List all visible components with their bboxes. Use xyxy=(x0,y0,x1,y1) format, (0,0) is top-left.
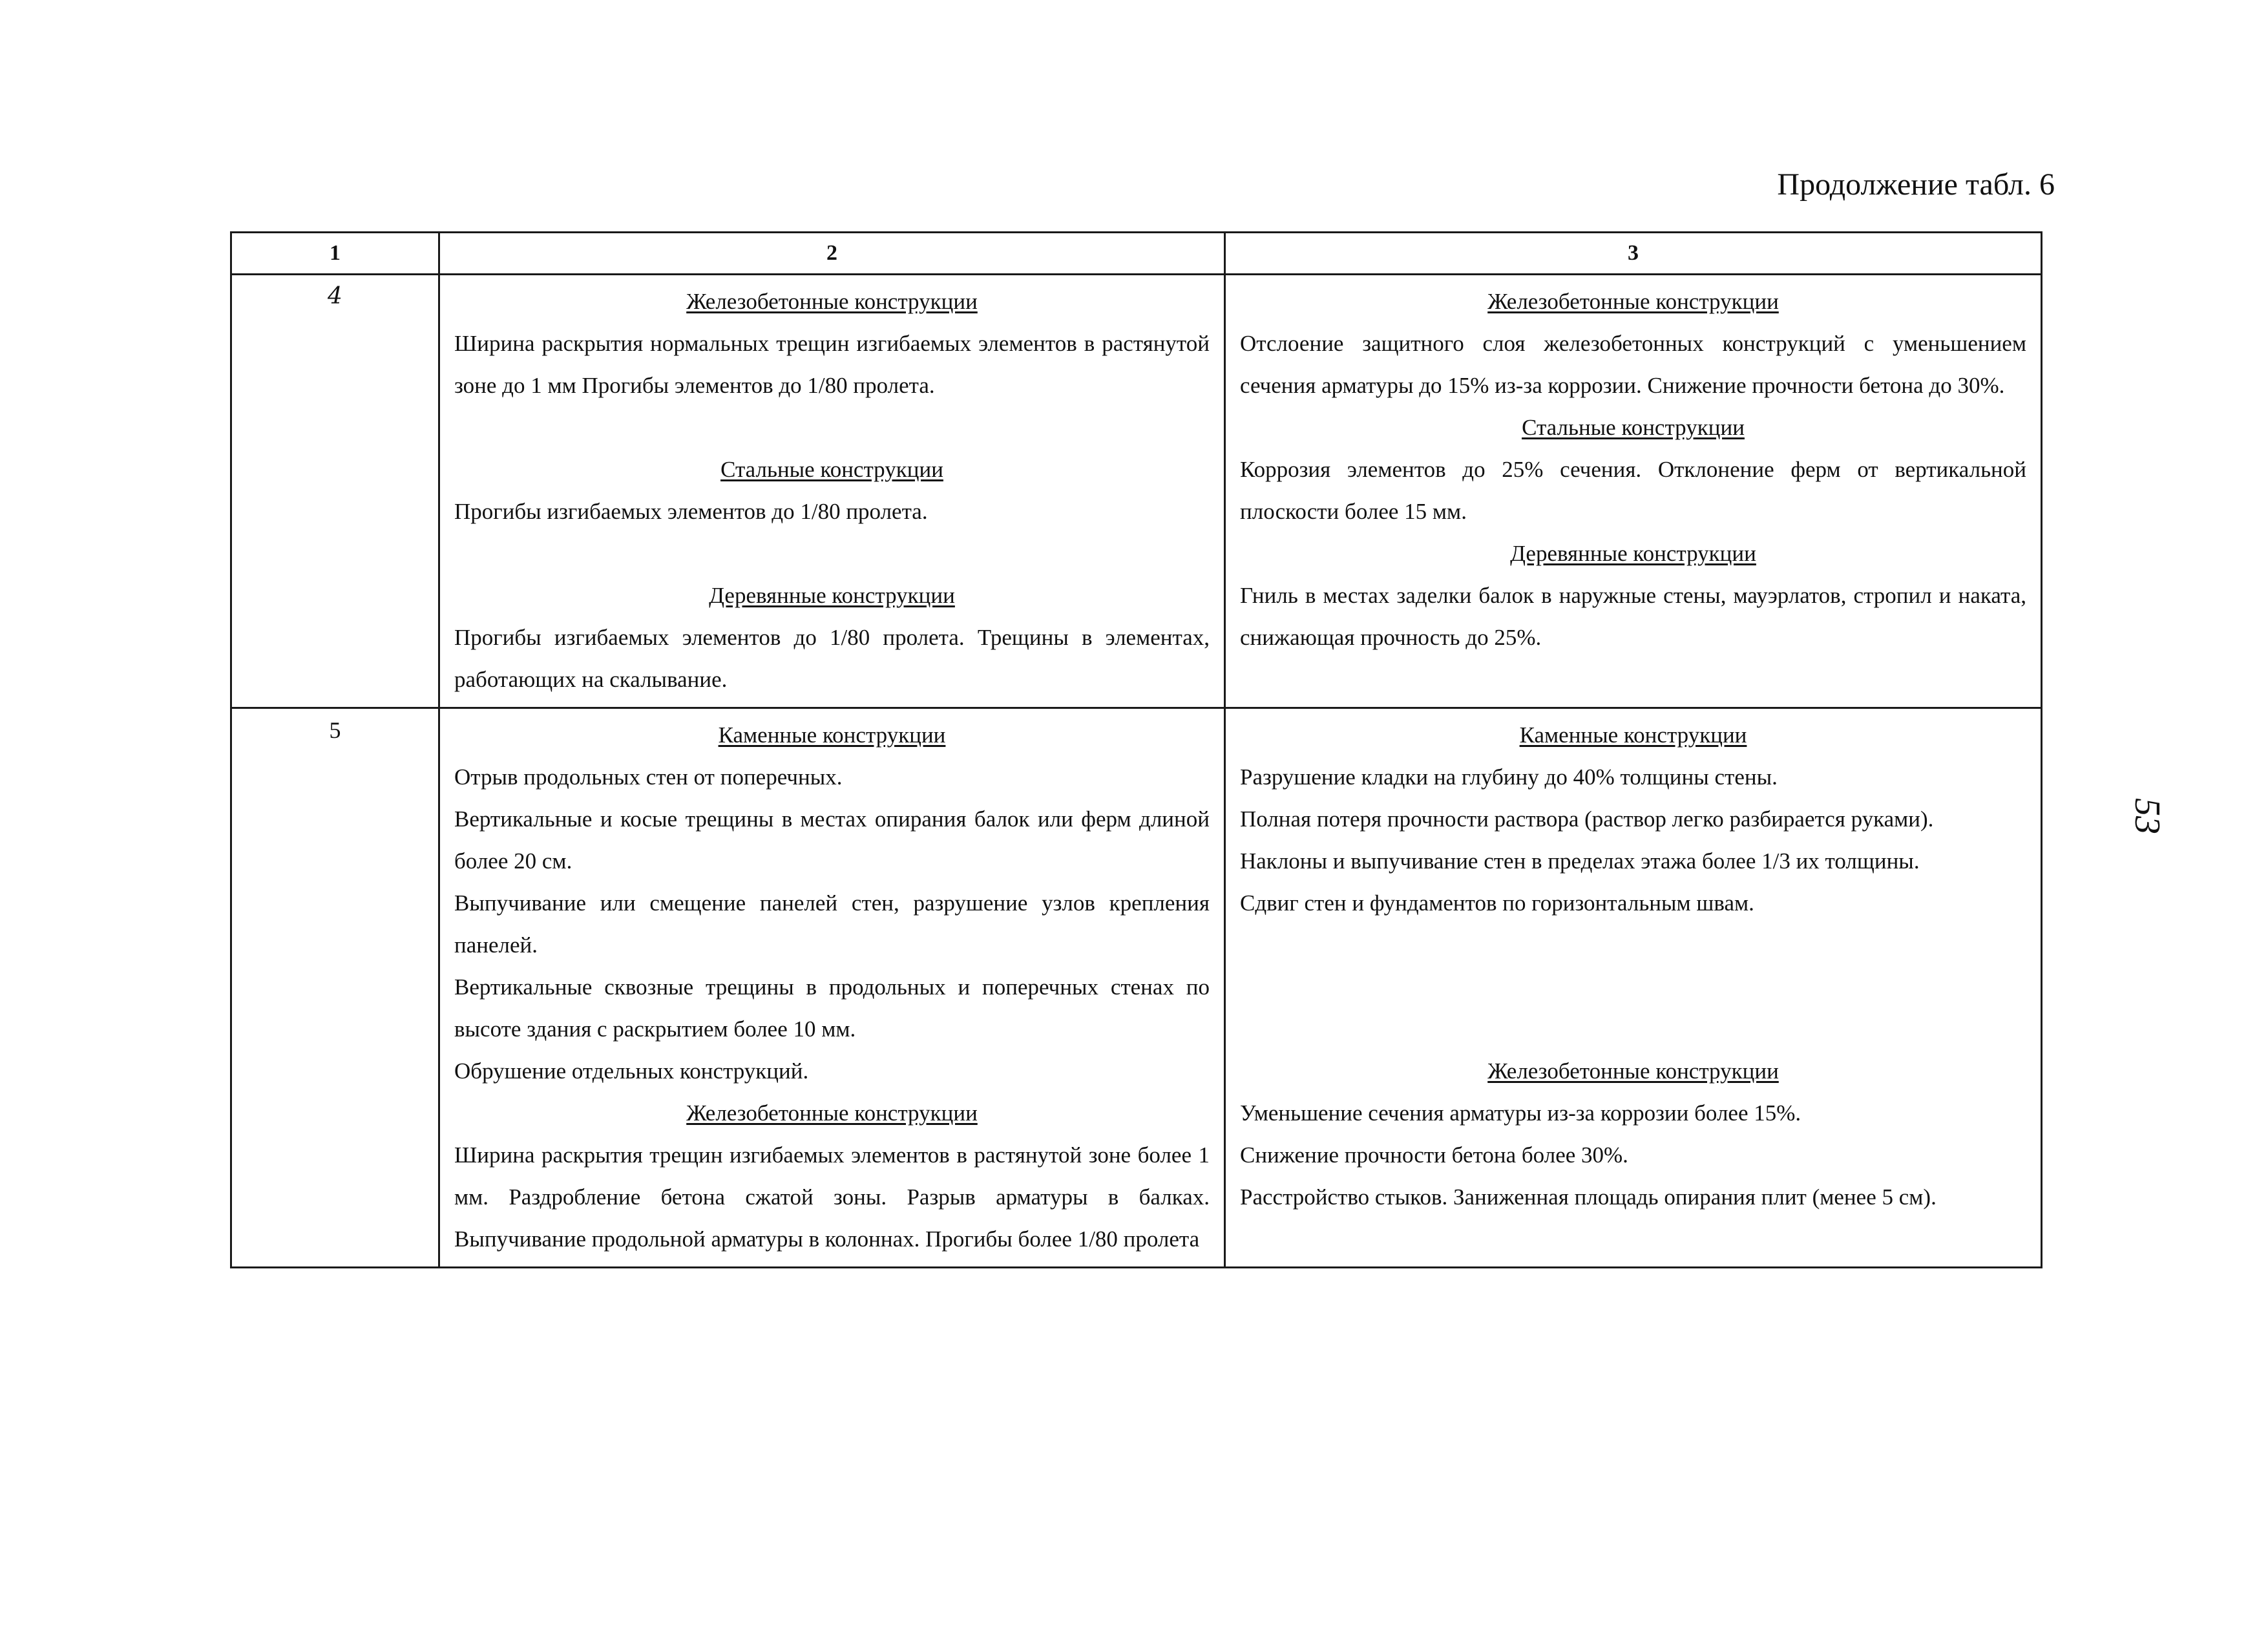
section-title-wood: Деревянные конструкции xyxy=(1510,541,1756,566)
section-title-stone: Каменные конструкции xyxy=(1519,722,1747,748)
list-item: Расстройство стыков. Заниженная площадь опирания плит (менее 5 см). xyxy=(1240,1184,1937,1210)
section-title-steel: Стальные конструкции xyxy=(1522,415,1745,440)
list-item: Наклоны и выпучивание стен в пределах этажа более 1/3 их толщины. xyxy=(1240,848,1920,874)
row-5-col-3 xyxy=(1225,708,2042,1268)
section-text: Ширина раскрытия нормальных трещин изгибаемых элементов в растянутой зоне до 1 мм Прогибы элементов до 1/80 пролета. xyxy=(454,331,1210,398)
list-item: Обрушение отдельных конструкций. xyxy=(454,1058,809,1084)
section-title-reinforced-concrete: Железобетонные конструкции xyxy=(686,289,978,314)
list-item: Вертикальные и косые трещины в местах опирания балок или ферм длиной более 20 см. xyxy=(454,806,1210,874)
section-text: Коррозия элементов до 25% сечения. Отклонение ферм от вертикальной плоскости более 15 мм. xyxy=(1240,457,2026,524)
section-title-reinforced-concrete: Железобетонные конструкции xyxy=(686,1100,978,1126)
section-text: Прогибы изгибаемых элементов до 1/80 пролета. xyxy=(454,499,928,524)
section-title-stone: Каменные конструкции xyxy=(718,722,946,748)
list-item: Полная потеря прочности раствора (раствор легко разбирается руками). xyxy=(1240,806,1934,832)
list-item: Уменьшение сечения арматуры из-за коррозии более 15%. xyxy=(1240,1100,1801,1126)
section-text: Прогибы изгибаемых элементов до 1/80 пролета. Трещины в элементах, работающих на скалывание. xyxy=(454,625,1210,692)
table-row xyxy=(231,275,2042,708)
row-number: 5 xyxy=(231,708,439,1268)
section-text: Отслоение защитного слоя железобетонных конструкций с уменьшением сечения арматуры до 15% из-за коррозии. Снижение прочности бетона до 30%. xyxy=(1240,331,2026,398)
section-text: Ширина раскрытия трещин изгибаемых элементов в растянутой зоне более 1 мм. Раздробление бетона сжатой зоны. Разрыв арматуры в балках. Выпучивание продольной арматуры в колоннах. Прогибы более 1/80 пролета xyxy=(454,1142,1210,1252)
table-caption: Продолжение табл. 6 xyxy=(1777,167,2055,202)
row-4-col-2 xyxy=(439,275,1225,708)
list-item: Вертикальные сквозные трещины в продольных и поперечных стенах по высоте здания с раскрытием более 10 мм. xyxy=(454,974,1210,1042)
list-item: Снижение прочности бетона более 30%. xyxy=(1240,1142,1628,1168)
header-col-1: 1 xyxy=(231,233,439,275)
section-title-wood: Деревянные конструкции xyxy=(709,583,955,608)
table-row xyxy=(231,708,2042,1268)
header-col-3: 3 xyxy=(1225,233,2042,275)
list-item: Сдвиг стен и фундаментов по горизонтальным швам. xyxy=(1240,890,1754,916)
section-text: Гниль в местах заделки балок в наружные стены, мауэрлатов, стропил и наката, снижающая прочность до 25%. xyxy=(1240,583,2026,650)
header-col-2: 2 xyxy=(439,233,1225,275)
row-5-col-2 xyxy=(439,708,1225,1268)
row-4-col-3 xyxy=(1225,275,2042,708)
section-title-reinforced-concrete: Железобетонные конструкции xyxy=(1487,1058,1779,1084)
list-item: Отрыв продольных стен от поперечных. xyxy=(454,764,843,790)
row-number: 4 xyxy=(231,275,439,708)
list-item: Выпучивание или смещение панелей стен, разрушение узлов крепления панелей. xyxy=(454,890,1210,958)
page-number: 53 xyxy=(2127,798,2167,834)
list-item: Разрушение кладки на глубину до 40% толщины стены. xyxy=(1240,764,1778,790)
defects-table xyxy=(230,231,2042,1268)
section-title-reinforced-concrete: Железобетонные конструкции xyxy=(1487,289,1779,314)
section-title-steel: Стальные конструкции xyxy=(720,457,943,482)
table-header-row xyxy=(231,233,2042,275)
